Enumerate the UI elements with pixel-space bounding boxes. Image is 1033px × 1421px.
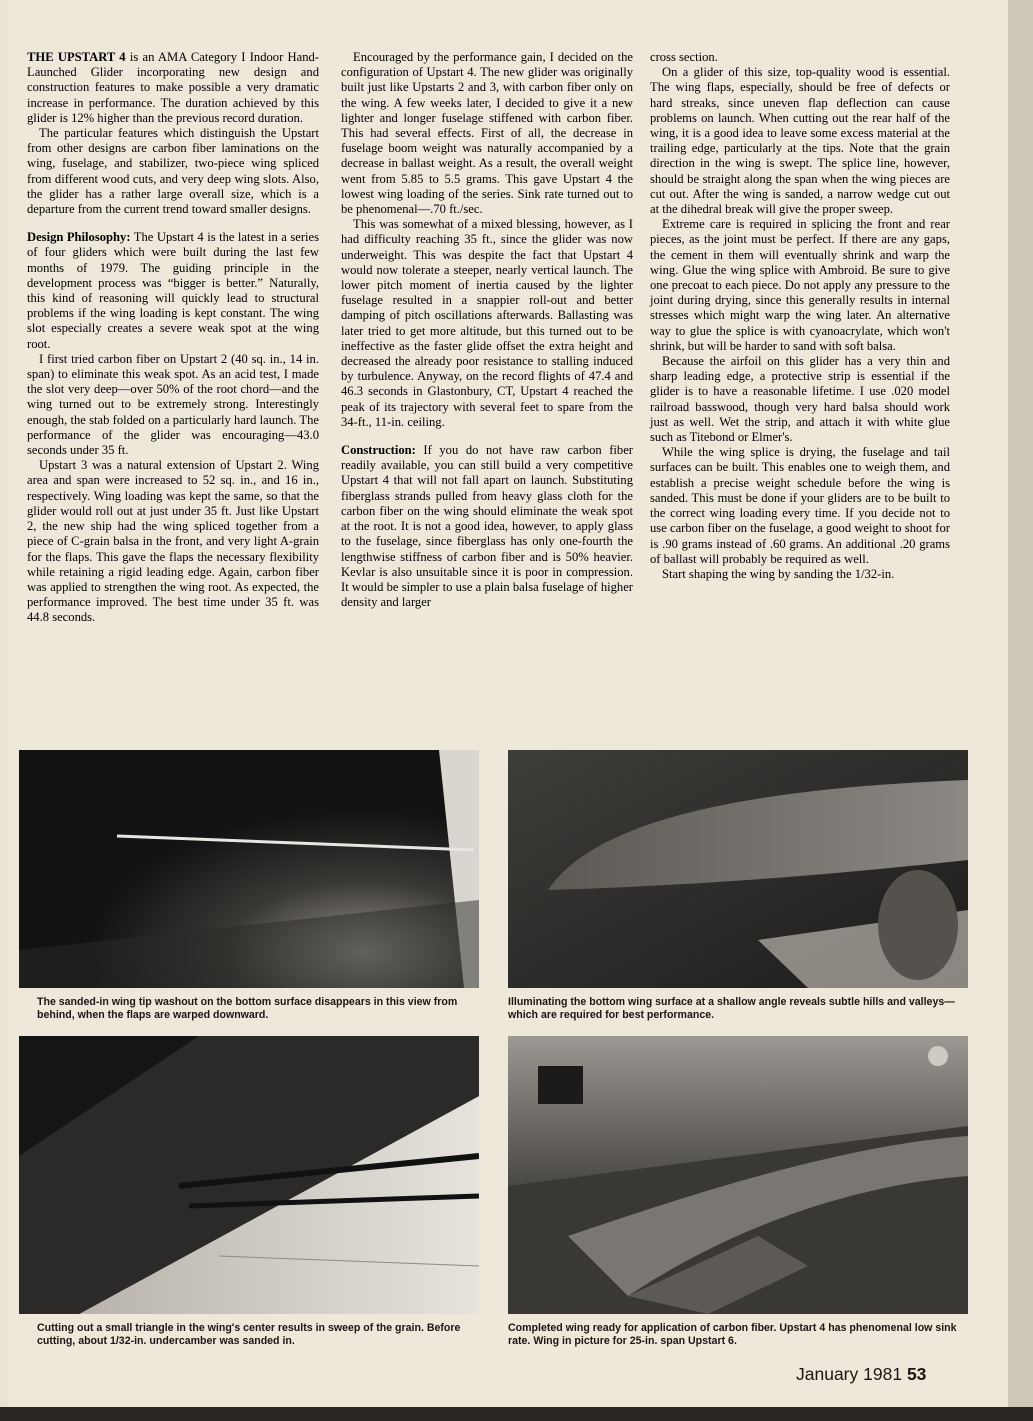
issue-date: January 1981 <box>796 1364 903 1384</box>
caption-photo-1: The sanded-in wing tip washout on the bottom surface disappears in this view from behind, when the flaps are warped downward. <box>37 996 458 1021</box>
article-column-2 <box>341 50 633 610</box>
paragraph: THE UPSTART 4 is an AMA Category I Indoor Hand-Launched Glider incorporating new design and construction features to make possible a very dramatic increase in performance. The duration achieved by this glider is 12% higher than the previous record duration. <box>27 50 319 125</box>
paragraph: Upstart 3 was a natural extension of Upstart 2. Wing area and span were increased to 52 sq. in., and 16 in., respectively. Wing loading was kept the same, so that the glider would roll out at just under 35 ft. Just like Upstart 2, the new ship had the wing spliced together from a piece of C-grain balsa in the front, and very light A-grain for the flaps. This gave the flaps the necessary flexibility while retaining a rigid leading edge. Again, carbon fiber was applied to strengthen the wing root. As expected, the performance improved. The best time under 35 ft. was 44.8 seconds. <box>27 458 319 625</box>
paragraph: This was somewhat of a mixed blessing, however, as I had difficulty reaching 35 ft., since the glider was now underweight. This was despite the fact that Upstart 4 would now tolerate a steeper, nearly vertical launch. The lower pitch moment of inertia caused by the lighter fuselage resulted in a snappier roll-out and better damping of pitch oscillations afterwards. Ballasting was later tried to get more altitude, but this turned out to be ineffective as the faster glide offset the extra height and decreased the already poor resistance to stalling induced by turbulence. Anyway, on the record flights of 47.4 and 46.3 seconds in Glastonbury, CT, Upstart 4 reached the peak of its trajectory with several feet to spare from the 34-ft., 11-in. ceiling. <box>341 217 633 429</box>
paragraph: Start shaping the wing by sanding the 1/32-in. <box>662 566 895 581</box>
paragraph: The particular features which distinguish the Upstart from other designs are carbon fiber laminations on the wing, fuselage, and stabilizer, two-piece wing spliced from different wood cuts, and very deep wing slots. Also, the glider has a rather large overall size, which is a departure from the current trend toward smaller designs. <box>27 126 319 217</box>
page-edge-bottom <box>0 1407 1033 1421</box>
page-number: 53 <box>906 1364 927 1384</box>
paragraph: Because the airfoil on this glider has a very thin and sharp leading edge, a protective strip is essential if the glider is to have a reasonable lifetime. I use .020 model railroad basswood, though very hard balsa should work just as well. Wet the strip, and attach it with white glue such as Titebond or Elmer's. <box>650 354 950 445</box>
caption-photo-2: Illuminating the bottom wing surface at a shallow angle reveals subtle hills and valleys—which are required for best performance. <box>508 996 955 1021</box>
photo-bottom-wing-surface <box>508 750 968 988</box>
caption-photo-3: Cutting out a small triangle in the wing's center results in sweep of the grain. Before cutting, about 1/32-in. undercamber was sanded in. <box>37 1322 461 1347</box>
caption-photo-4: Completed wing ready for application of carbon fiber. Upstart 4 has phenomenal low sink rate. Wing in picture for 25-in. span Upstart 6. <box>508 1322 957 1347</box>
section-heading: Construction: <box>341 443 416 458</box>
article-column-3 <box>650 50 950 582</box>
page-edge-right <box>1008 0 1033 1421</box>
lead-in: THE UPSTART 4 <box>27 50 126 64</box>
section-heading: Design Philosophy: <box>27 230 131 245</box>
paragraph: Extreme care is required in splicing the front and rear pieces, as the joint must be perfect. If there are any gaps, the cement in them will eventually shrink and warp the wing. Glue the wing splice with Ambroid. Be sure to give one precoat to each piece. Do not apply any pressure to the joint during drying, since this generally results in internal stresses which might warp the wing later. An alternative way to glue the splice is with cyanoacrylate, which won't shrink, but will be harder to sand with soft balsa. <box>650 217 950 353</box>
photo-wing-tip-washout <box>19 750 479 988</box>
article-column-1 <box>27 50 319 626</box>
page-footer <box>796 1364 926 1385</box>
paragraph: On a glider of this size, top-quality wood is essential. The wing flaps, especially, should be free of defects or hard streaks, since uneven flap deflection can cause problems on launch. When cutting out the rear half of the wing, it is a good idea to leave some excess material at the trailing edge, particularly at the tips. Note that the grain direction in the wing is swept. The splice line, however, should be straight along the span when the wing pieces are cut out. After the wing is sanded, a narrow wedge cut out at the dihedral break will give the proper sweep. <box>650 65 950 217</box>
paragraph: Construction: If you do not have raw carbon fiber readily available, you can still build a very competitive Upstart 4 that will not fall apart on launch. Substituting fiberglass strands pulled from heavy glass cloth for the carbon fiber on the wing should eliminate the weak spot at the root. It is not a good idea, however, to apply glass to the fuselage, since fiberglass has only one-fourth the lengthwise stiffness of carbon fiber and is 50% heavier. Kevlar is also unsuitable since it is poor in compression. It would be simpler to use a plain balsa fuselage of higher density and larger <box>341 443 633 610</box>
paragraph: cross section. <box>650 50 718 64</box>
photo-completed-wing <box>508 1036 968 1314</box>
paragraph: I first tried carbon fiber on Upstart 2 (40 sq. in., 14 in. span) to eliminate this weak spot. As an acid test, I made the slot very deep—over 50% of the root chord—and the wing turned out to be extremely strong. Interestingly enough, the stab folded on a particularly hard launch. The performance of the glider was encouraging—43.0 seconds under 35 ft. <box>27 351 319 458</box>
paragraph: Encouraged by the performance gain, I decided on the configuration of Upstart 4. The new glider was originally built just like Upstarts 2 and 3, with carbon fiber only on the wing. A few weeks later, I decided to give it a new lighter and longer fuselage stiffened with carbon fiber. This had several effects. First of all, the decrease in fuselage boom weight was naturally accompanied by a decrease in ballast weight. As a result, the overall weight went from 5.85 to 5.5 grams. This gave Upstart 4 the lowest wing loading of the series. Sink rate turned out to be phenomenal—.70 ft./sec. <box>341 50 633 217</box>
photo-wing-center-cut <box>19 1036 479 1314</box>
paragraph: Design Philosophy: The Upstart 4 is the latest in a series of four gliders which were built during the last few months of 1979. The guiding principle in the development process was “bigger is better.” Naturally, this kind of reasoning will quickly lead to structural problems if the wing loading is kept constant. The wing slot especially creates a severe weak spot at the wing root. <box>27 230 319 351</box>
paragraph: While the wing splice is drying, the fuselage and tail surfaces can be built. This enables one to weigh them, and establish a precise weight schedule before the wing is sanded. This must be done if your gliders are to be built to the correct wing loading every time. If you decide not to use carbon fiber on the fuselage, a good weight to shoot for is .90 grams instead of .60 grams. An additional .20 grams of ballast will probably be required as well. <box>650 445 950 566</box>
